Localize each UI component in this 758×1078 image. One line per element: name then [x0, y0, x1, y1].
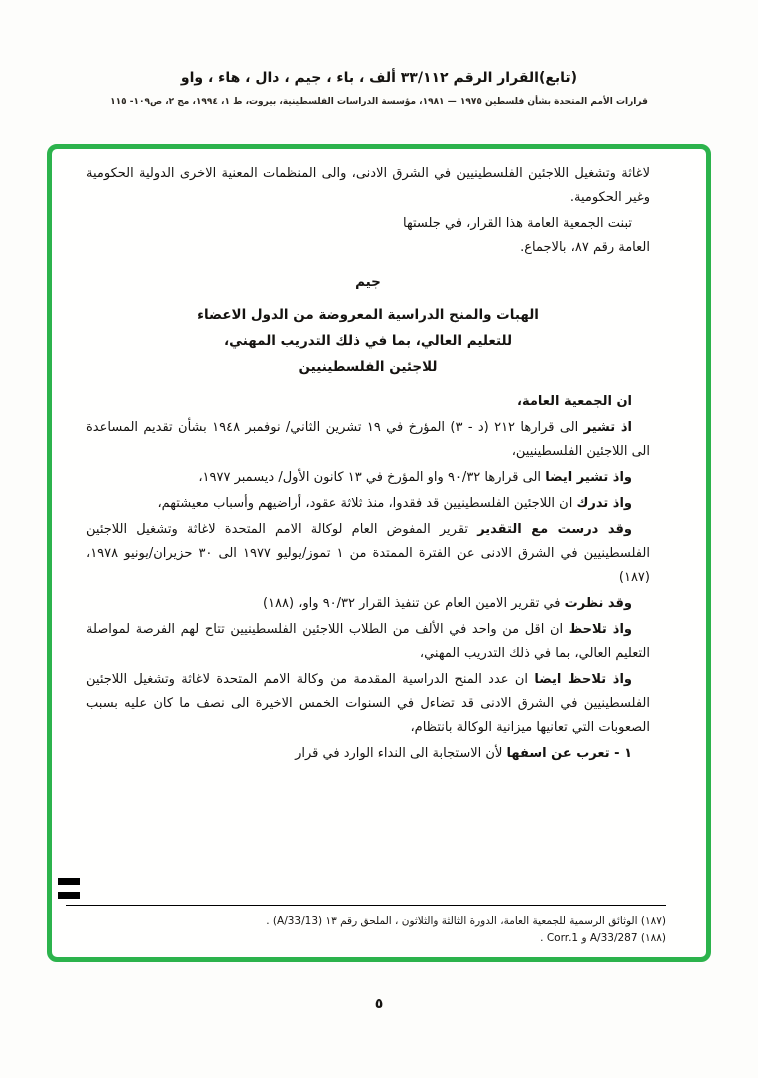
preamble-clause — [86, 618, 650, 666]
source-citation: قرارات الأمم المتحدة بشأن فلسطين ١٩٧٥ — ١٩٨١، مؤسسة الدراسات الفلسطينية، بيروت، ط ١، ١٩٩٤، مج ٢، ص١٠٩- ١١٥ — [110, 97, 648, 107]
clause-text: الى قرارها ٢١٢ (د - ٣) المؤرخ في ١٩ تشرين الثاني/ نوفمبر ١٩٤٨ بشأن تقديم المساعدة الى اللاجئين الفلسطينيين، — [86, 420, 650, 459]
preamble-opening: ان الجمعية العامة، — [517, 394, 632, 409]
clause-text: ان اللاجئين الفلسطينيين قد فقدوا، منذ ثلاثة عقود، أراضيهم وأسباب معيشتهم، — [157, 496, 573, 511]
page-number: ٥ — [374, 996, 384, 1012]
page-header — [0, 70, 758, 107]
clause-lead: واذ تشير ايضا — [545, 470, 632, 485]
document-body — [86, 162, 650, 768]
clause-text: في تقرير الامين العام عن تنفيذ القرار ٩٠/٣٢ واو، (١٨٨) — [262, 596, 561, 611]
footnote-188: (١٨٨) A/33/287 و Corr.1 . — [540, 932, 666, 944]
preamble-clause — [86, 518, 650, 590]
preamble-clause — [86, 416, 650, 464]
clause-text: الى قرارها ٩٠/٣٢ واو المؤرخ في ١٣ كانون الأول/ ديسمبر ١٩٧٧، — [198, 470, 542, 485]
clause-lead: اذ تشير — [583, 420, 633, 435]
clause-text: لأن الاستجابة الى النداء الوارد في قرار — [295, 746, 503, 761]
document-title: (تابع)القرار الرقم ٣٣/١١٢ ألف ، باء ، جيم ، دال ، هاء ، واو — [180, 70, 578, 86]
clause-lead: واذ تلاحظ — [568, 622, 632, 637]
clause-lead: واذ تدرك — [576, 496, 632, 511]
operative-clause — [86, 742, 650, 766]
preamble-clause — [86, 466, 650, 490]
clause-text: ان اقل من واحد في الألف من الطلاب اللاجئين الفلسطينيين تتاح لهم الفرصة لمواصلة التعليم العالي، بما في ذلك التدريب المهني، — [86, 622, 650, 661]
content-frame — [47, 144, 711, 962]
clause-lead: ١ - تعرب عن اسفها — [506, 746, 632, 761]
clause-lead: واذ تلاحظ ايضا — [534, 672, 632, 687]
adoption-paragraph: تبنت الجمعية العامة هذا القرار، في جلستها العامة رقم ٨٧، بالاجماع. — [403, 216, 650, 255]
footnote-187: (١٨٧) الوثائق الرسمية للجمعية العامة، الدورة الثالثة والثلاثون ، الملحق رقم ١٣ (A/33/13) . — [266, 915, 666, 927]
preamble-clause — [86, 592, 650, 616]
resolution-title — [86, 302, 650, 380]
clause-lead: وقد درست مع التقدير — [477, 522, 632, 537]
clause-text: ان عدد المنح الدراسية المقدمة من وكالة الامم المتحدة لاغاثة وتشغيل اللاجئين الفلسطينيين في الشرق الادنى قد تضاءل في السنوات الخمس الاخيرة الى نصف ما كان عليه بسبب الصعوبات التي تعانيها ميزانية الوكالة بانتظام، — [86, 672, 650, 735]
scan-artifact-mark — [58, 878, 80, 885]
resolution-title-line-3: للاجئين الفلسطينيين — [298, 359, 438, 375]
scan-artifact-mark — [58, 892, 80, 899]
section-letter: جيم — [355, 274, 381, 290]
preamble-clause — [86, 492, 650, 516]
clause-text: تقرير المفوض العام لوكالة الامم المتحدة لاغاثة وتشغيل اللاجئين الفلسطينيين في الشرق الادنى عن الفترة الممتدة من ١ تموز/يوليو ١٩٧٧ الى ٣٠ حزيران/يونيو ١٩٧٨، (١٨٧) — [86, 522, 650, 585]
footnotes — [66, 905, 666, 947]
footnote-divider — [66, 905, 666, 906]
resolution-title-line-2: للتعليم العالي، بما في ذلك التدريب المهني، — [223, 333, 513, 349]
preamble-clause — [86, 668, 650, 740]
resolution-title-line-1: الهبات والمنح الدراسية المعروضة من الدول الاعضاء — [197, 307, 539, 323]
continuation-paragraph: لاغاثة وتشغيل اللاجئين الفلسطينيين في الشرق الادنى، والى المنظمات المعنية الاخرى الدولية الحكومية وغير الحكومية. — [86, 166, 650, 205]
clause-lead: وقد نظرت — [564, 596, 632, 611]
